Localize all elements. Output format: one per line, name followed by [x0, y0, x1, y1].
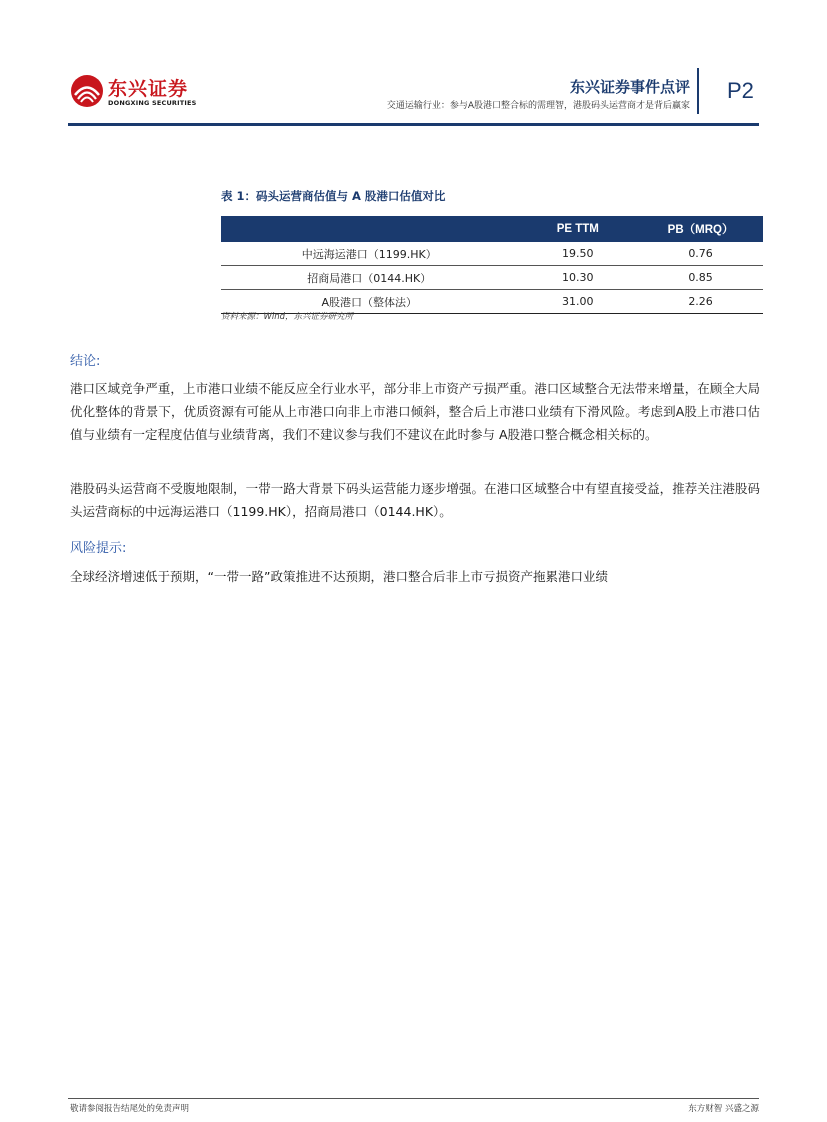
- report-type: 东兴证券事件点评: [569, 78, 690, 96]
- footer-disclaimer-note: 敬请参阅报告结尾处的免责声明: [70, 1104, 190, 1114]
- logo-chinese-name: 东兴证券: [108, 78, 189, 100]
- header-divider: [697, 68, 699, 114]
- header-rule: [68, 123, 759, 126]
- table-cell: 招商局港口（0144.HK）: [221, 266, 517, 290]
- risk-heading: 风险提示:: [70, 541, 127, 556]
- table-cell: 中远海运港口（1199.HK）: [221, 242, 517, 266]
- table-source-note: 资料来源：Wind，东兴证券研究所: [221, 312, 354, 322]
- logo-english-name: DONGXING SECURITIES: [108, 99, 197, 107]
- conclusion-heading: 结论:: [70, 354, 101, 369]
- table-header-cell: [221, 216, 517, 242]
- company-logo: [70, 74, 205, 114]
- risk-paragraph: 全球经济增速低于预期，“一带一路”政策推进不达预期，港口整合后非上市亏损资产拖累港口业绩: [70, 569, 608, 584]
- footer-slogan: 东方财智 兴盛之源: [688, 1104, 759, 1114]
- logo-mark-icon: [70, 74, 104, 108]
- table-row: [221, 266, 763, 290]
- table-title: 表 1：码头运营商估值与 A 股港口估值对比: [221, 189, 446, 203]
- page-header: [0, 0, 827, 130]
- conclusion-paragraph-2: 港股码头运营商不受腹地限制，一带一路大背景下码头运营能力逐步增强。在港口区域整合中有望直接受益，推荐关注港股码头运营商标的中远海运港口（1199.HK），招商局港口（0144.HK）。: [70, 481, 760, 519]
- table-header-cell: PE TTM: [517, 216, 638, 242]
- table-header-row: [221, 216, 763, 242]
- table-cell: 19.50: [517, 242, 638, 266]
- table-cell: 10.30: [517, 266, 638, 290]
- table-cell: 0.76: [638, 242, 763, 266]
- table-cell: 31.00: [517, 290, 638, 314]
- table-cell: A股港口（整体法）: [221, 290, 517, 314]
- footer-rule: [68, 1098, 759, 1099]
- conclusion-paragraph-1: 港口区域竞争严重，上市港口业绩不能反应全行业水平，部分非上市资产亏损严重。港口区域整合无法带来增量，在顾全大局优化整体的背景下，优质资源有可能从上市港口向非上市港口倾斜，整合后上市港口业绩有下滑风险。考虑到A股上市港口估值与业绩有一定程度估值与业绩背离，我们不建议参与我们不建议在此时参与 A股港口整合概念相关标的。: [70, 381, 760, 442]
- report-subtitle: 交通运输行业：参与A股港口整合标的需理智，港股码头运营商才是背后赢家: [386, 101, 690, 111]
- page-number: P2: [727, 78, 754, 103]
- table-cell: 0.85: [638, 266, 763, 290]
- table-row: [221, 242, 763, 266]
- valuation-table: [221, 216, 763, 314]
- table-cell: 2.26: [638, 290, 763, 314]
- table-header-cell: PB（MRQ）: [638, 216, 763, 242]
